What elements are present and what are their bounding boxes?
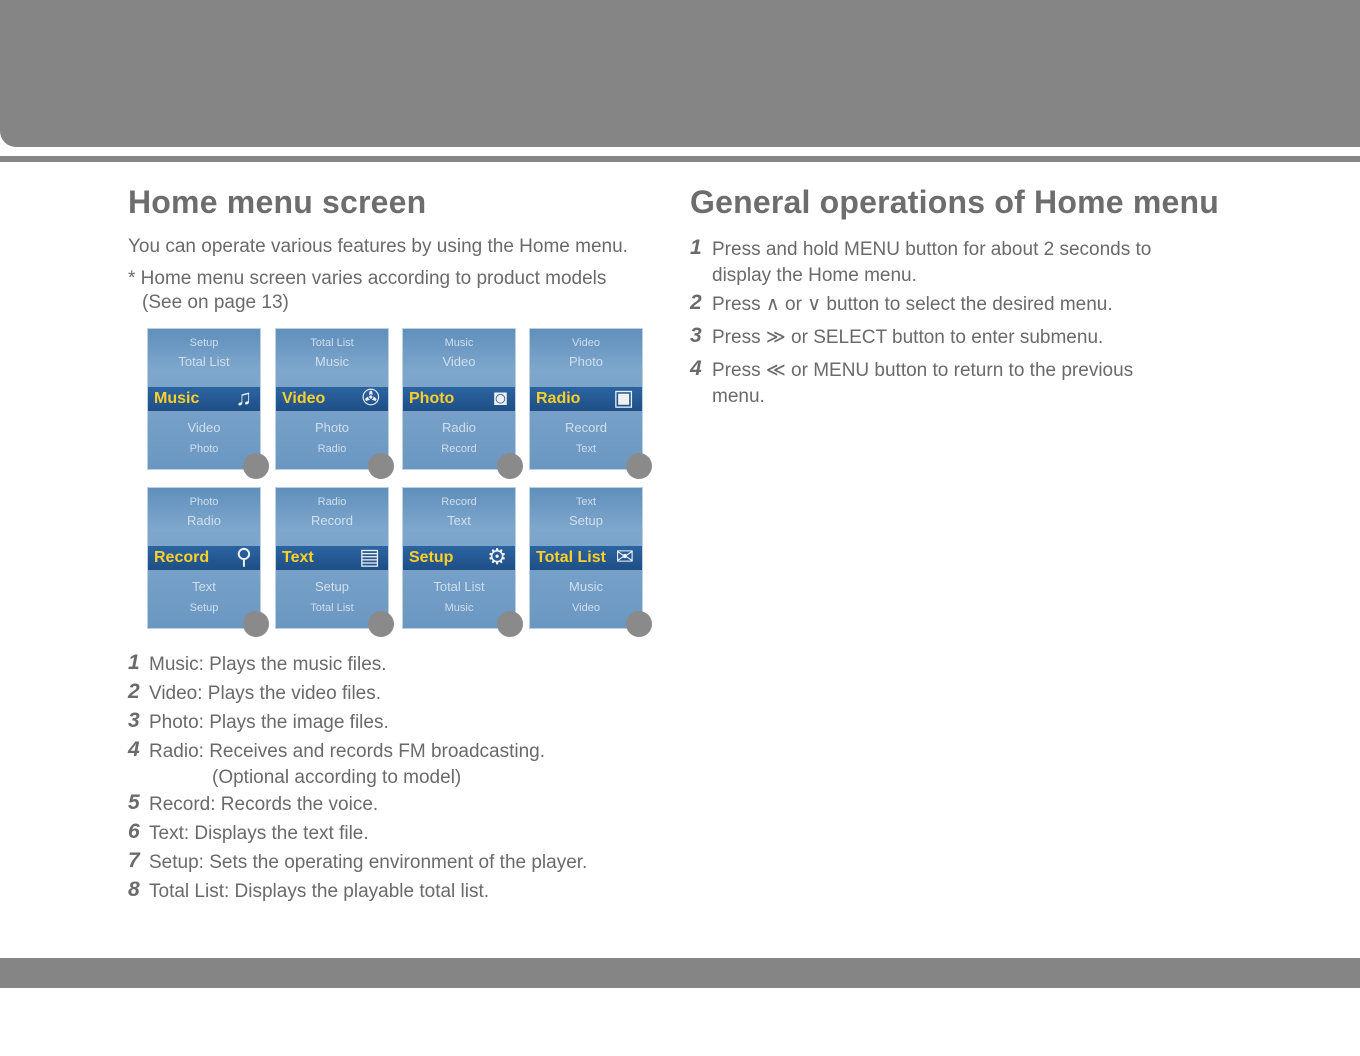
screen-menu-next2: Total List: [310, 602, 354, 614]
screen-menu-icon: ◙: [493, 385, 507, 410]
item-description: Video: Plays the video files.: [149, 683, 382, 704]
item-description: Text: Displays the text file.: [149, 823, 369, 844]
footer-band: [0, 958, 1360, 988]
item-number: 2: [128, 680, 140, 703]
note-text: * Home menu screen varies according to product models: [128, 268, 607, 289]
home-menu-screen-2: [276, 329, 388, 469]
screen-menu-prev1: Total List: [178, 354, 230, 369]
item-description: Setup: Sets the operating environment of the player.: [149, 852, 588, 873]
screen-menu-prev2: Text: [575, 496, 597, 508]
screen-menu-next2: Photo: [189, 443, 219, 455]
screen-menu-next2: Setup: [189, 602, 219, 614]
item-description: Radio: Receives and records FM broadcasting.: [149, 741, 546, 762]
screen-menu-prev2: Radio: [317, 496, 347, 508]
screen-selected-label: Total List: [536, 549, 606, 566]
screen-selected-label: Text: [282, 549, 314, 566]
home-menu-screen-5: [148, 488, 260, 628]
item-number: 4: [128, 738, 140, 761]
screen-callout-dot: [243, 453, 269, 479]
screen-callout-dot: [626, 453, 652, 479]
screen-menu-prev1: Radio: [187, 513, 221, 528]
item-number: 5: [128, 791, 140, 814]
screen-menu-next1: Text: [192, 579, 216, 594]
screen-callout-dot: [368, 611, 394, 637]
item-number: 6: [128, 820, 140, 843]
screen-menu-prev1: Video: [442, 354, 476, 369]
screen-menu-icon: ▣: [613, 385, 634, 410]
screen-callout-dot: [243, 611, 269, 637]
screen-menu-prev1: Setup: [569, 513, 603, 528]
screen-menu-next1: Total List: [433, 579, 485, 594]
screen-menu-prev2: Setup: [189, 337, 219, 349]
screen-menu-next1: Record: [565, 420, 607, 435]
screen-selected-label: Record: [154, 549, 210, 566]
screen-selected-label: Radio: [536, 390, 581, 407]
section-title-general-operations: General operations of Home menu: [690, 184, 1219, 220]
screen-callout-dot: [626, 611, 652, 637]
header-banner: [0, 0, 1360, 147]
note-text-page-ref: (See on page 13): [142, 292, 289, 313]
step-text: Press and hold MENU button for about 2 seconds to: [712, 239, 1152, 260]
home-menu-screen-4: [530, 329, 642, 469]
item-description: Photo: Plays the image files.: [149, 712, 389, 733]
item-description: Music: Plays the music files.: [149, 654, 387, 675]
step-text: Press ≪ or MENU button to return to the previous: [712, 360, 1134, 381]
screen-menu-icon: ▤: [359, 544, 380, 569]
item-number: 8: [128, 878, 140, 901]
screen-menu-next1: Music: [569, 579, 603, 594]
screen-menu-prev2: Record: [441, 496, 477, 508]
screen-selected-label: Photo: [409, 390, 455, 407]
screen-selected-label: Video: [282, 390, 326, 407]
screen-menu-prev1: Record: [311, 513, 353, 528]
home-menu-screen-7: [403, 488, 515, 628]
screen-menu-next2: Video: [572, 602, 600, 614]
screen-menu-prev2: Photo: [189, 496, 219, 508]
screen-menu-icon: ⚲: [235, 544, 252, 569]
screen-menu-next2: Record: [441, 443, 477, 455]
section-title-home-menu-screen: Home menu screen: [128, 184, 427, 220]
screen-menu-next1: Photo: [315, 420, 349, 435]
screen-menu-prev2: Music: [444, 337, 474, 349]
screen-callout-dot: [497, 611, 523, 637]
intro-text: You can operate various features by using the Home menu.: [128, 236, 628, 257]
home-menu-screen-3: [403, 329, 515, 469]
step-text-continued: menu.: [712, 386, 765, 407]
item-description: Total List: Displays the playable total list.: [149, 881, 490, 902]
screen-menu-prev2: Total List: [310, 337, 354, 349]
step-number: 4: [690, 357, 702, 380]
screen-menu-prev2: Video: [572, 337, 600, 349]
item-number: 3: [128, 709, 140, 732]
screen-callout-dot: [368, 453, 394, 479]
screen-menu-next2: Music: [444, 602, 474, 614]
header-rule: [0, 156, 1360, 162]
screen-selected-label: Music: [154, 390, 200, 407]
screen-menu-prev1: Photo: [569, 354, 603, 369]
screen-menu-icon: ✇: [361, 385, 380, 410]
screen-menu-next2: Text: [575, 443, 597, 455]
screen-callout-dot: [497, 453, 523, 479]
screen-menu-next2: Radio: [317, 443, 347, 455]
step-number: 2: [690, 291, 702, 314]
screen-selected-label: Setup: [409, 549, 454, 566]
screen-menu-next1: Radio: [442, 420, 476, 435]
home-menu-screen-8: [530, 488, 642, 628]
screen-menu-icon: ✉: [615, 544, 634, 569]
item-number: 1: [128, 651, 140, 674]
home-menu-screen-6: [276, 488, 388, 628]
step-text: Press ≫ or SELECT button to enter submenu.: [712, 327, 1104, 348]
screen-menu-icon: ♫: [235, 385, 252, 410]
step-text: Press ∧ or ∨ button to select the desired menu.: [712, 294, 1113, 315]
item-subnote: (Optional according to model): [212, 767, 462, 788]
screen-menu-icon: ⚙: [487, 544, 507, 569]
home-menu-screen-1: [148, 329, 260, 469]
step-number: 3: [690, 324, 702, 347]
item-description: Record: Records the voice.: [149, 794, 379, 815]
screen-menu-prev1: Music: [315, 354, 349, 369]
screen-menu-prev1: Text: [447, 513, 471, 528]
step-number: 1: [690, 236, 702, 259]
step-text-continued: display the Home menu.: [712, 265, 917, 286]
screen-menu-next1: Setup: [315, 579, 349, 594]
screen-menu-next1: Video: [187, 420, 221, 435]
item-number: 7: [128, 849, 140, 872]
